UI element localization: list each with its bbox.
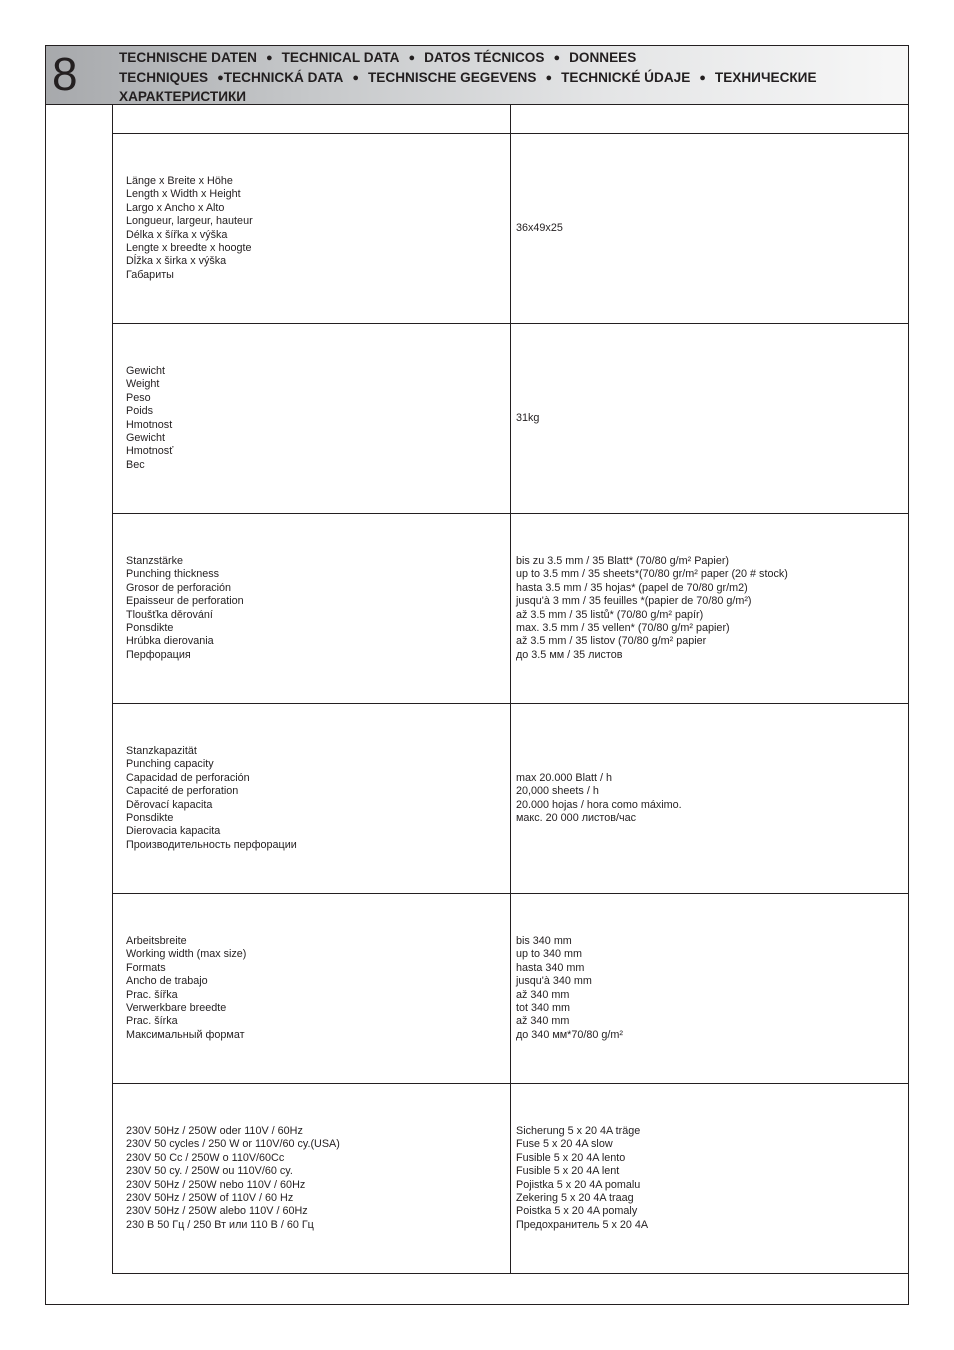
bullet-separator: ● — [545, 71, 553, 84]
spec-label-line: Punching thickness — [126, 568, 220, 581]
spec-value-line: až 340 mm — [516, 988, 570, 1001]
spec-value-line: jusqu'à 3 mm / 35 feuilles *(papier de 70/80 g/m²) — [516, 595, 752, 608]
spec-label-line: 230V 50Hz / 250W alebo 110V / 60Hz — [126, 1205, 308, 1218]
spec-label-line: Verwerkbare breedte — [126, 1001, 227, 1014]
spec-value-line: max 20.000 Blatt / h — [516, 771, 613, 784]
bullet-separator: ● — [352, 71, 359, 84]
spec-label-line: Габариты — [126, 268, 174, 281]
spec-value-cell — [511, 514, 909, 704]
spec-label-line: Gewicht — [126, 431, 166, 444]
title-part: DONNEES TECHNIQUES — [119, 50, 637, 85]
title-part: ТЕХНИЧЕСКИЕ ХАРАКТЕРИСТИКИ — [119, 69, 817, 104]
spec-label-line: Length x Width x Height — [126, 188, 241, 201]
spec-label-line: Prac. šírka — [126, 1015, 178, 1028]
spec-label-line: Вес — [126, 458, 145, 471]
spec-value-cell — [511, 894, 909, 1084]
section-title — [119, 49, 819, 106]
title-part: TECHNICKÉ ÚDAJE — [561, 69, 691, 85]
spec-value-line: hasta 340 mm — [516, 961, 585, 974]
spec-value-line: макс. 20 000 листов/час — [516, 811, 637, 824]
spec-label-line: Максимальный формат — [126, 1028, 245, 1041]
table-left-border — [112, 104, 113, 1270]
spec-label-line: Délka x šířka x výška — [126, 228, 228, 241]
spec-label-line: Arbeitsbreite — [126, 934, 187, 947]
spec-label-line: Peso — [126, 391, 151, 404]
spec-value-line: tot 340 mm — [516, 1001, 571, 1014]
spec-label-line: Capacidad de perforación — [126, 771, 250, 784]
spec-label-line: Stanzkapazität — [126, 744, 197, 757]
table-row — [113, 894, 909, 1084]
spec-value-cell — [511, 704, 909, 894]
spec-label-line: 230V 50 cy. / 250W ou 110V/60 cy. — [126, 1165, 293, 1178]
spec-label-line: Prac. šířka — [126, 988, 178, 1001]
spec-value-line: bis zu 3.5 mm / 35 Blatt* (70/80 g/m² Papier) — [516, 554, 730, 567]
spec-label-line: Formats — [126, 961, 166, 974]
spec-value-line: до 3.5 мм / 35 листов — [516, 648, 623, 661]
spec-label-line: Tloušťka děrování — [126, 608, 213, 621]
spec-value-line: jusqu'à 340 mm — [516, 975, 592, 988]
spec-label-line: Capacité de perforation — [126, 785, 239, 798]
spec-label-line: Dierovacia kapacita — [126, 825, 221, 838]
spec-value-line: 20.000 hojas / hora como máximo. — [516, 798, 682, 811]
spec-value-line: Sicherung 5 x 20 4A träge — [516, 1124, 641, 1137]
spec-label-line: Ponsdikte — [126, 621, 174, 634]
bullet-separator: ● — [265, 52, 273, 64]
header-cell-value — [511, 105, 909, 134]
bullet-separator: ● — [408, 52, 416, 64]
spec-label-line: Производительность перфорации — [126, 838, 297, 851]
title-part: TECHNISCHE DATEN — [119, 50, 257, 65]
spec-label-line: Länge x Breite x Höhe — [126, 174, 233, 187]
spec-label-line: Largo x Ancho x Alto — [126, 201, 225, 214]
technical-data-table — [112, 104, 909, 1274]
spec-label-line: 230V 50Hz / 250W oder 110V / 60Hz — [126, 1124, 303, 1137]
spec-value-line: Предохранитель 5 x 20 4A — [516, 1218, 649, 1231]
spec-label-line: 230V 50 cycles / 250 W or 110V/60 cy.(USA) — [126, 1138, 340, 1151]
title-part: TECHNISCHE GEGEVENS — [368, 69, 537, 85]
title-part: TECHNICKÁ DATA — [223, 69, 344, 85]
spec-value-line: hasta 3.5 mm / 35 hojas* (papel de 70/80 gr/m2) — [516, 581, 748, 594]
spec-value-line: Pojistka 5 x 20 4A pomalu — [516, 1178, 641, 1191]
header-cell-label — [113, 105, 511, 134]
spec-label-line: 230V 50 Cc / 250W o 110V/60Cc — [126, 1151, 285, 1164]
bullet-separator: ● — [217, 71, 224, 84]
spec-label-line: Lengte x breedte x hoogte — [126, 241, 252, 254]
spec-label-cell — [113, 1084, 511, 1274]
spec-value-line: až 340 mm — [516, 1015, 570, 1028]
spec-label-cell — [113, 704, 511, 894]
table-row — [113, 134, 909, 324]
spec-label-line: Děrovací kapacita — [126, 798, 213, 811]
table-row — [113, 514, 909, 704]
spec-value-cell — [511, 134, 909, 324]
spec-label-line: Hmotnost — [126, 418, 173, 431]
table-row — [113, 324, 909, 514]
spec-label-line: Перфорация — [126, 648, 191, 661]
spec-label-line: Hrúbka dierovania — [126, 635, 214, 648]
spec-label-line: Dĺžka x širka x výška — [126, 255, 227, 268]
spec-label-line: 230V 50Hz / 250W of 110V / 60 Hz — [126, 1191, 294, 1204]
section-header — [45, 45, 909, 105]
spec-value-line: Fusible 5 x 20 4A lent — [516, 1165, 620, 1178]
spec-label-line: Ancho de trabajo — [126, 975, 208, 988]
spec-label-cell — [113, 134, 511, 324]
spec-label-line: Longueur, largeur, hauteur — [126, 215, 253, 228]
title-part: DATOS TÉCNICOS — [424, 50, 545, 65]
spec-value-line: Fusible 5 x 20 4A lento — [516, 1151, 626, 1164]
spec-label-line: Stanzstärke — [126, 554, 184, 567]
spec-value-line: up to 3.5 mm / 35 sheets*(70/80 gr/m² paper (20 # stock) — [516, 568, 788, 581]
table-row — [113, 704, 909, 894]
spec-value-cell — [511, 324, 909, 514]
spec-label-line: 230V 50Hz / 250W nebo 110V / 60Hz — [126, 1178, 306, 1191]
spec-value-line: 36x49x25 — [516, 221, 563, 234]
spec-label-line: Hmotnosť — [126, 445, 174, 458]
spec-value-line: Poistka 5 x 20 4A pomaly — [516, 1205, 638, 1218]
spec-label-line: Ponsdikte — [126, 811, 174, 824]
spec-value-line: až 3.5 mm / 35 listů* (70/80 g/m² papír) — [516, 608, 704, 621]
table-header-row — [113, 105, 909, 134]
spec-value-line: 20,000 sheets / h — [516, 785, 599, 798]
spec-label-cell — [113, 514, 511, 704]
spec-label-line: Poids — [126, 405, 154, 418]
spec-value-line: up to 340 mm — [516, 948, 583, 961]
spec-label-line: Working width (max size) — [126, 948, 247, 961]
spec-label-line: Punching capacity — [126, 758, 214, 771]
spec-label-line: Weight — [126, 378, 160, 391]
spec-label-line: Grosor de perforación — [126, 581, 232, 594]
spec-value-line: max. 3.5 mm / 35 vellen* (70/80 g/m² papier) — [516, 621, 730, 634]
section-number: 8 — [52, 48, 78, 100]
spec-value-line: Zekering 5 x 20 4A traag — [516, 1191, 634, 1204]
spec-label-cell — [113, 894, 511, 1084]
spec-value-line: Fuse 5 x 20 4A slow — [516, 1138, 613, 1151]
table-row — [113, 1084, 909, 1274]
spec-value-line: до 340 мм*70/80 g/m² — [516, 1028, 623, 1041]
spec-value-cell — [511, 1084, 909, 1274]
spec-value-line: bis 340 mm — [516, 934, 572, 947]
spec-label-line: Gewicht — [126, 364, 166, 377]
spec-value-line: až 3.5 mm / 35 listov (70/80 g/m² papier — [516, 635, 707, 648]
spec-value-line: 31kg — [516, 411, 540, 424]
spec-label-cell — [113, 324, 511, 514]
bullet-separator: ● — [699, 71, 706, 84]
spec-label-line: Epaisseur de perforation — [126, 595, 244, 608]
title-part: TECHNICAL DATA — [281, 50, 400, 65]
spec-label-line: 230 В 50 Гц / 250 Вт или 110 В / 60 Гц — [126, 1218, 314, 1231]
bullet-separator: ● — [553, 52, 561, 64]
